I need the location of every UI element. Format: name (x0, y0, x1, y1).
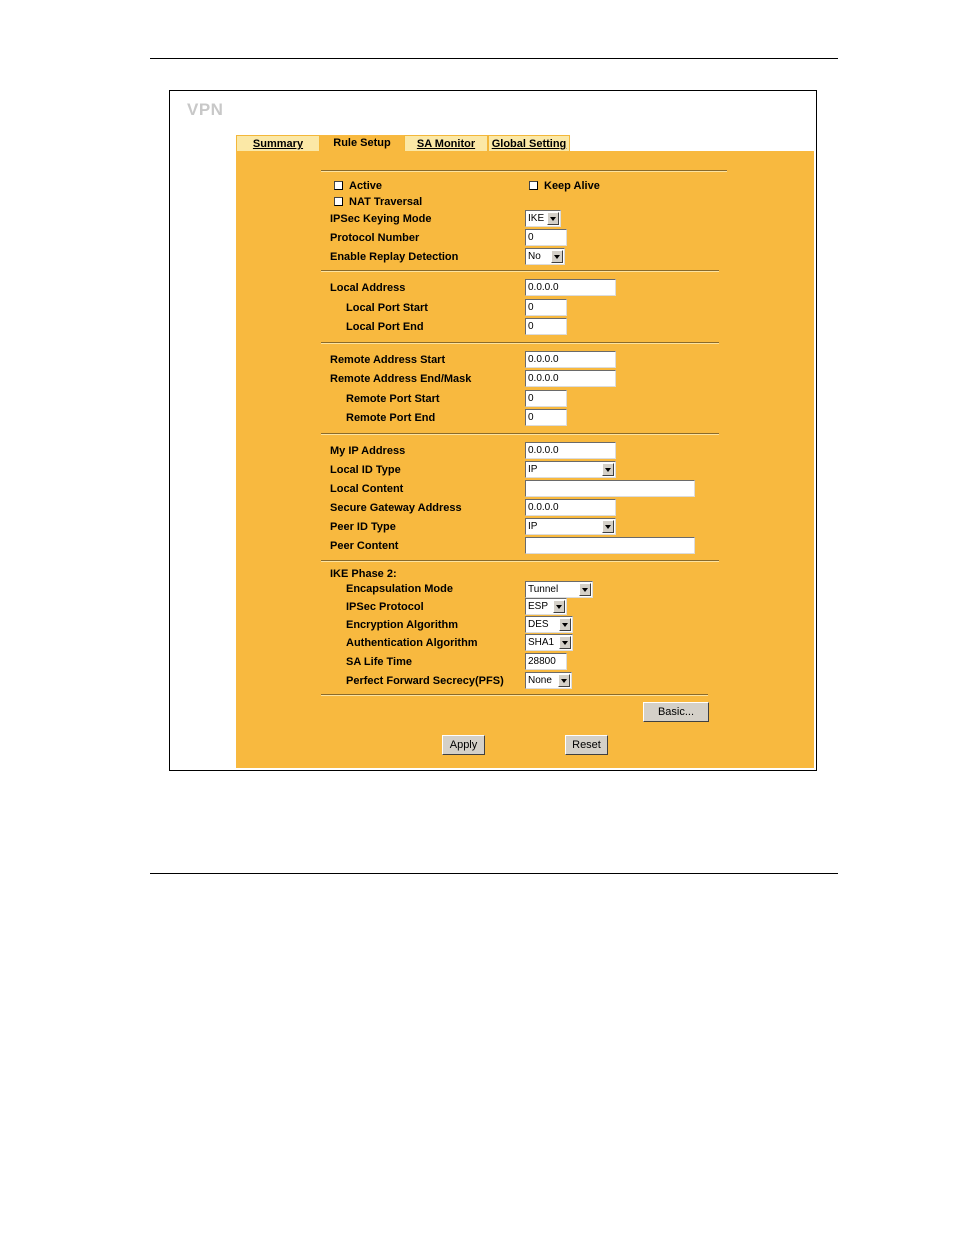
authentication-algorithm-value: SHA1 (528, 637, 555, 648)
pfs-label: Perfect Forward Secrecy(PFS) (346, 675, 504, 687)
tab-global-setting[interactable]: Global Setting (488, 135, 570, 151)
page-title: VPN (187, 100, 224, 119)
tab-rule-setup[interactable]: Rule Setup (320, 135, 404, 151)
local-address-input[interactable]: 0.0.0.0 (525, 279, 616, 296)
local-id-type-label: Local ID Type (330, 464, 401, 476)
local-port-end-label: Local Port End (346, 321, 424, 333)
ipsec-keying-mode-value: IKE (528, 213, 545, 224)
sa-life-time-input[interactable]: 28800 (525, 653, 567, 670)
enable-replay-detection-label: Enable Replay Detection (330, 251, 459, 263)
local-port-end-input[interactable]: 0 (525, 318, 567, 335)
basic-button[interactable]: Basic... (643, 702, 709, 722)
local-address-label: Local Address (330, 282, 406, 294)
ipsec-keying-mode-select[interactable] (525, 210, 561, 227)
my-ip-address-label: My IP Address (330, 445, 406, 457)
nat-traversal-checkbox[interactable] (334, 197, 343, 206)
pfs-select[interactable] (525, 672, 572, 689)
remote-port-start-label: Remote Port Start (346, 393, 440, 405)
remote-address-end-input[interactable]: 0.0.0.0 (525, 370, 616, 387)
remote-port-end-input[interactable]: 0 (525, 409, 567, 426)
encryption-algorithm-select[interactable] (525, 616, 573, 633)
peer-id-type-label: Peer ID Type (330, 521, 396, 533)
sa-life-time-label: SA Life Time (346, 656, 413, 668)
ipsec-keying-mode-label: IPSec Keying Mode (330, 213, 432, 225)
enable-replay-detection-select[interactable] (525, 248, 565, 265)
local-content-label: Local Content (330, 483, 404, 495)
active-label: Active (349, 180, 383, 192)
chevron-down-icon (547, 212, 559, 225)
chevron-down-icon (558, 674, 570, 687)
protocol-number-label: Protocol Number (330, 232, 420, 244)
ipsec-protocol-select[interactable] (525, 598, 567, 615)
remote-address-start-label: Remote Address Start (330, 354, 446, 366)
chevron-down-icon (579, 583, 591, 596)
separator (321, 270, 719, 272)
enable-replay-detection-value: No (528, 251, 541, 262)
page-top-rule (150, 58, 838, 59)
local-id-type-value: IP (528, 464, 538, 475)
ipsec-protocol-label: IPSec Protocol (346, 601, 424, 613)
peer-content-label: Peer Content (330, 540, 399, 552)
encapsulation-mode-label: Encapsulation Mode (346, 583, 453, 595)
authentication-algorithm-select[interactable] (525, 634, 573, 651)
tab-sa-monitor[interactable]: SA Monitor (404, 135, 488, 151)
remote-port-end-label: Remote Port End (346, 412, 436, 424)
remote-address-end-label: Remote Address End/Mask (330, 373, 472, 385)
active-checkbox[interactable] (334, 181, 343, 190)
chevron-down-icon (602, 463, 614, 476)
chevron-down-icon (559, 618, 571, 631)
local-port-start-label: Local Port Start (346, 302, 428, 314)
secure-gateway-address-input[interactable]: 0.0.0.0 (525, 499, 616, 516)
protocol-number-input[interactable]: 0 (525, 229, 567, 246)
separator (321, 342, 719, 344)
ipsec-protocol-value: ESP (528, 601, 549, 612)
pfs-value: None (528, 675, 552, 686)
tab-summary[interactable]: Summary (236, 135, 320, 151)
local-port-start-input[interactable]: 0 (525, 299, 567, 316)
encapsulation-mode-value: Tunnel (528, 584, 559, 595)
page-bottom-rule (150, 873, 838, 874)
remote-port-start-input[interactable]: 0 (525, 390, 567, 407)
secure-gateway-address-label: Secure Gateway Address (330, 502, 462, 514)
chevron-down-icon (551, 250, 563, 263)
peer-content-input[interactable] (525, 537, 695, 554)
peer-id-type-value: IP (528, 521, 538, 532)
nat-traversal-label: NAT Traversal (349, 196, 423, 208)
local-content-input[interactable] (525, 480, 695, 497)
keep-alive-label: Keep Alive (544, 180, 600, 192)
encryption-algorithm-value: DES (528, 619, 549, 630)
reset-button[interactable]: Reset (565, 735, 608, 755)
remote-address-start-input[interactable]: 0.0.0.0 (525, 351, 616, 368)
apply-button[interactable]: Apply (442, 735, 485, 755)
authentication-algorithm-label: Authentication Algorithm (346, 637, 478, 649)
encapsulation-mode-select[interactable] (525, 581, 593, 598)
separator (321, 560, 719, 562)
encryption-algorithm-label: Encryption Algorithm (346, 619, 459, 631)
separator (321, 694, 708, 696)
local-id-type-select[interactable] (525, 461, 616, 478)
chevron-down-icon (559, 636, 571, 649)
keep-alive-checkbox[interactable] (529, 181, 538, 190)
ike-phase2-heading: IKE Phase 2: (330, 568, 397, 580)
separator (321, 433, 719, 435)
chevron-down-icon (553, 600, 565, 613)
chevron-down-icon (602, 520, 614, 533)
peer-id-type-select[interactable] (525, 518, 616, 535)
separator (321, 170, 727, 172)
my-ip-address-input[interactable]: 0.0.0.0 (525, 442, 616, 459)
